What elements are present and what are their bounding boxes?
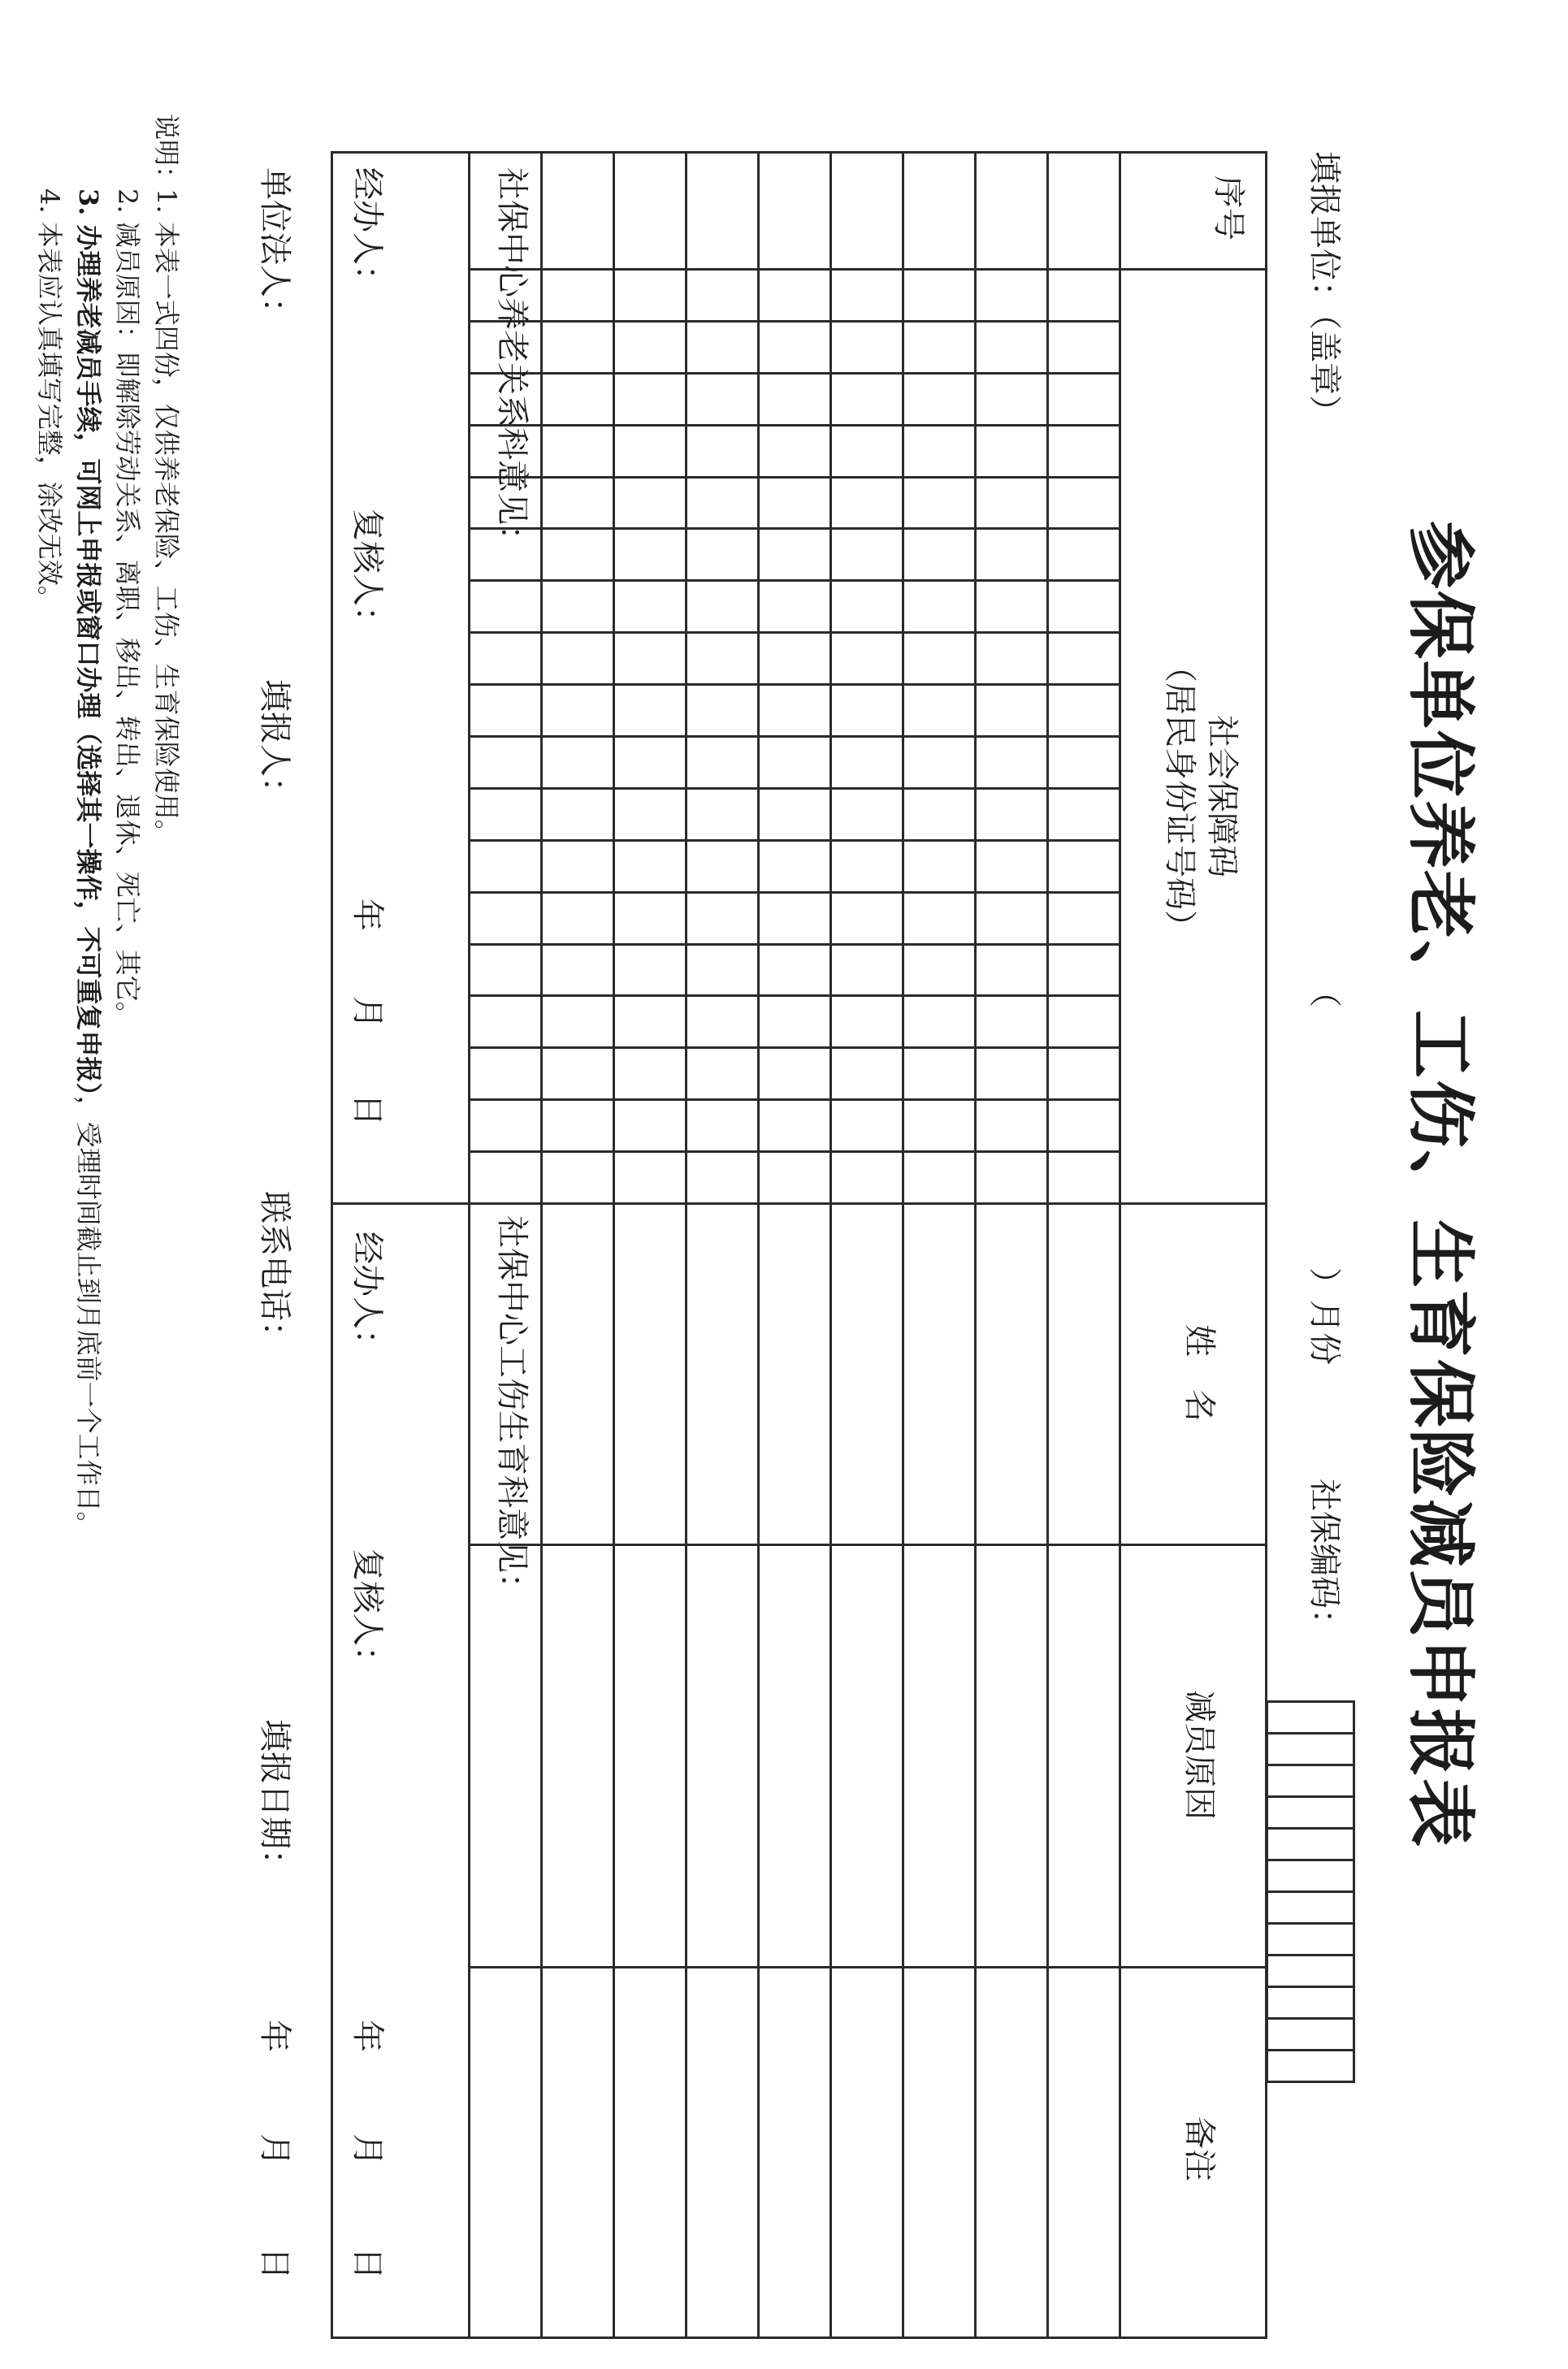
row-divider	[829, 151, 832, 2339]
id-digit-divider	[470, 735, 1121, 738]
id-digit-divider	[470, 683, 1121, 686]
injury-reviewer-label: 复核人：	[349, 1548, 386, 1678]
row-divider	[613, 151, 615, 2339]
note-3-rest: ，受理时间截止到月底前一个工作日。	[73, 1095, 104, 1538]
column-divider	[470, 1202, 1267, 1205]
month-label: ）月份	[1306, 1267, 1343, 1365]
table-border-right	[331, 2337, 1267, 2339]
id-digit-divider	[470, 1046, 1121, 1049]
note-1: 1. 本表一式四份，仅供养老保险、工伤、生育保险使用。	[151, 188, 182, 846]
month-open-paren: （	[1306, 975, 1343, 1007]
code-digit-box[interactable]	[1266, 1986, 1355, 2020]
row-divider	[902, 151, 904, 2339]
table-border-top	[1265, 151, 1267, 2339]
pension-date-day: 日	[349, 1094, 386, 1126]
id-digit-divider	[470, 476, 1121, 479]
col-header-name: 姓 名	[1180, 1324, 1218, 1422]
social-security-code-label: 社保编码：	[1306, 1479, 1343, 1641]
form-title: 参保单位养老、工伤、生育保险减员申报表	[1401, 520, 1481, 1848]
note-2: 2. 减员原因：即解除劳动关系、离职、移出、转出、退休、死亡、其它。	[112, 188, 143, 1028]
injury-opinion-label: 社保中心工伤生育科意见：	[493, 1215, 531, 1605]
row-divider	[757, 151, 760, 2339]
id-digit-divider	[470, 787, 1121, 790]
id-digit-divider	[470, 527, 1121, 530]
code-digit-box[interactable]	[1266, 1827, 1355, 1861]
code-digit-box[interactable]	[1266, 1795, 1355, 1830]
code-digit-box[interactable]	[1266, 1954, 1355, 1988]
id-digit-divider	[470, 994, 1121, 997]
code-digit-box[interactable]	[1266, 1764, 1355, 1798]
row-divider	[468, 151, 470, 2339]
pension-opinion-label: 社保中心养老关系科意见：	[493, 167, 531, 557]
note-3	[71, 188, 109, 1538]
code-digit-box[interactable]	[1266, 2049, 1355, 2083]
injury-handler-label: 经办人：	[349, 1232, 386, 1362]
code-digit-box[interactable]	[1266, 1859, 1355, 1893]
code-digit-box[interactable]	[1266, 1700, 1355, 1735]
notes-prefix: 说明：	[151, 114, 182, 193]
row-divider	[1046, 151, 1049, 2339]
id-digit-divider	[470, 579, 1121, 582]
id-digit-divider	[470, 839, 1121, 842]
injury-date-year: 年	[349, 2020, 386, 2052]
phone-label: 联系电话：	[256, 1191, 293, 1353]
id-digit-divider	[470, 424, 1121, 427]
social-security-code-boxes[interactable]	[1266, 1703, 1355, 2083]
injury-date-month: 月	[349, 2133, 386, 2166]
id-digit-divider	[470, 372, 1121, 375]
code-digit-box[interactable]	[1266, 1922, 1355, 1956]
table-border-left	[331, 151, 1267, 154]
pension-date-year: 年	[349, 899, 386, 931]
note-3-emphasis: 3. 办理养老减员手续，可网上申报或窗口办理（选择其一操作，不可重复申报）	[73, 188, 104, 1096]
fill-date-day: 日	[256, 2247, 293, 2280]
id-digit-divider	[470, 1150, 1121, 1153]
code-digit-box[interactable]	[1266, 2017, 1355, 2051]
id-digit-divider	[470, 943, 1121, 946]
column-divider	[470, 1544, 1267, 1546]
injury-date-day: 日	[349, 2247, 386, 2280]
row-divider	[685, 151, 687, 2339]
row-divider	[540, 151, 543, 2339]
pension-handler-label: 经办人：	[349, 167, 386, 297]
filler-label: 填报人：	[256, 679, 293, 809]
col-header-reason: 减员原因	[1180, 1690, 1218, 1820]
code-digit-box[interactable]	[1266, 1732, 1355, 1766]
row-divider	[974, 151, 977, 2339]
column-divider	[470, 1966, 1267, 1968]
col-header-seq: 序号	[1210, 175, 1247, 240]
table-border-bottom	[331, 151, 333, 2339]
fill-date-label: 填报日期：	[256, 1719, 293, 1882]
fill-date-month: 月	[256, 2133, 293, 2166]
pension-reviewer-label: 复核人：	[349, 509, 386, 639]
id-digit-divider	[470, 631, 1121, 634]
id-digit-divider	[470, 1098, 1121, 1101]
reporting-unit-label: 填报单位：（盖章）	[1306, 151, 1343, 427]
note-4: 4. 本表应认真填写完整，涂改无效。	[34, 188, 65, 612]
col-header-remark: 备注	[1180, 2116, 1218, 2181]
legal-rep-label: 单位法人：	[256, 167, 293, 330]
header-divider	[1119, 151, 1121, 2339]
col-header-id: 社会保障码 （居民身份证号码）	[1161, 650, 1241, 942]
id-digit-divider	[470, 891, 1121, 894]
fill-date-year: 年	[256, 2020, 293, 2052]
pension-date-month: 月	[349, 996, 386, 1029]
review-section-divider	[333, 1202, 470, 1205]
code-digit-box[interactable]	[1266, 1890, 1355, 1925]
column-divider	[470, 268, 1267, 271]
id-digit-divider	[470, 320, 1121, 323]
